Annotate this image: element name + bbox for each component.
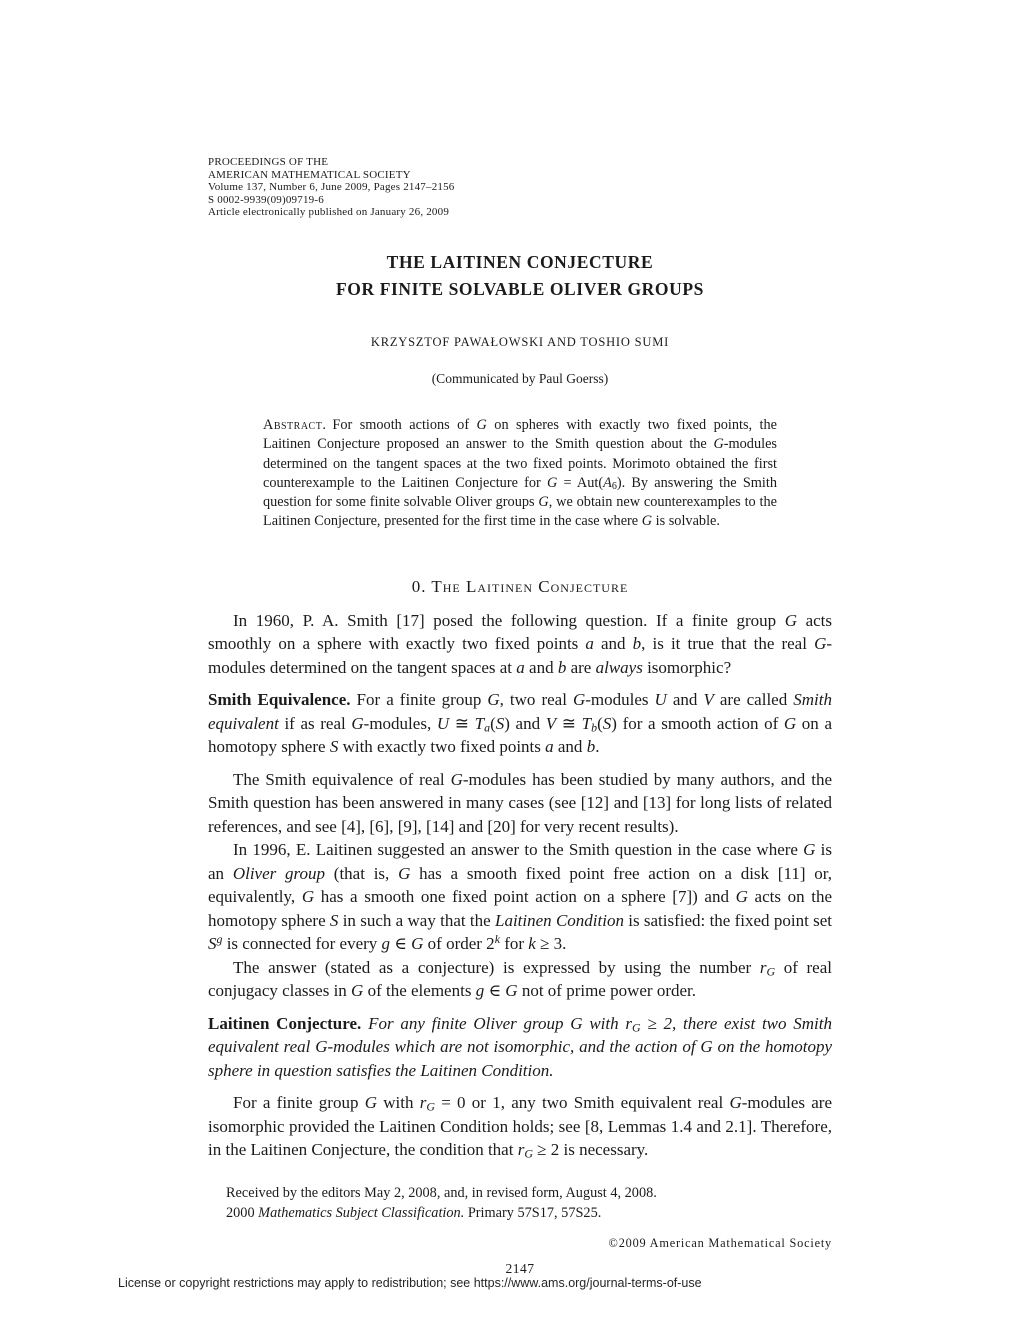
publication-date-line: Article electronically published on January 26, 2009 xyxy=(208,206,450,219)
paragraph-smith-equivalence-studied: The Smith equivalence of real G-modules has been studied by many authors, and the Smith question has been answered in many cases (see [12] and [13] for long lists of related references, and see [4], [6], [9], [14] and [20] for very recent results). xyxy=(208,769,832,836)
paragraph-laitinen-1996: In 1996, E. Laitinen suggested an answer to the Smith question in the case where G is an Oliver group (that is, G has a smooth fixed point free action on a disk [11] or, equivalently, G has a smooth one fixed point action on a sphere [7]) and G acts on the homotopy sphere S in such a way that the Laitinen Condition is satisfied: the fixed point set $S^g$ is connected for every g ∈ G of order 2$^k$ for k ≥ 3. xyxy=(208,840,833,954)
footnotes xyxy=(208,1183,832,1223)
paragraph-laitinen-conjecture: Laitinen Conjecture. For any finite Oliver group G with $r_G \ge 2$, there exist two Smith equivalent real G-modules which are not isomorphic, and the action of G on the homotopy sphere in question satisfies the Laitinen Condition. xyxy=(208,1013,832,1080)
paper-title xyxy=(208,249,832,303)
abstract xyxy=(263,416,777,532)
body-text xyxy=(208,609,832,1162)
license-footer: License or copyright restrictions may apply to redistribution; see https://www.ams.org/journal-terms-of-use xyxy=(118,1276,702,1290)
paper-title-line-1: THE LAITINEN CONJECTURE xyxy=(386,251,654,272)
authors: KRZYSZTOF PAWAŁOWSKI AND TOSHIO SUMI xyxy=(370,334,670,349)
paragraph-answer-conjecture: The answer (stated as a conjecture) is expressed by using the number $r_G$ of real conjugacy classes in G of the elements g ∈ G not of prime power order. xyxy=(208,957,832,1001)
communicated-by: (Communicated by Paul Goerss) xyxy=(431,370,609,386)
abstract-label: Abstract. xyxy=(263,416,327,433)
footnote-received: Received by the editors May 2, 2008, and, in revised form, August 4, 2008. xyxy=(226,1184,657,1201)
footnote-msc: 2000 Mathematics Subject Classification. Primary 57S17, 57S25. xyxy=(226,1204,602,1221)
paragraph-smith-question: In 1960, P. A. Smith [17] posed the following question. If a finite group G acts smoothly on a sphere with exactly two fixed points a and b, is it true that the real G-modules determined on the tangent spaces at a and b are always isomorphic? xyxy=(208,610,833,677)
page-number: 2147 xyxy=(505,1260,535,1276)
journal-header xyxy=(208,156,832,219)
abstract-text: For smooth actions of G on spheres with exactly two fixed points, the Laitinen Conjecture proposed an answer to the Smith question about the G-modules determined on the tangent spaces at the two fixed points. Morimoto obtained the first counterexample to the Laitinen Conjecture for $G = Aut(A_6)$. By answering the Smith question for some finite solvable Oliver groups G, we obtain new counterexamples to the Laitinen Conjecture, presented for the first time in the case where G is solvable. xyxy=(263,416,778,530)
copyright-notice: ©2009 American Mathematical Society xyxy=(608,1235,832,1250)
page-content xyxy=(208,156,832,1277)
paper-title-line-2: FOR FINITE SOLVABLE OLIVER GROUPS xyxy=(336,278,704,299)
journal-name-line-2: AMERICAN MATHEMATICAL SOCIETY xyxy=(208,168,411,181)
volume-issue-line: Volume 137, Number 6, June 2009, Pages 2147–2156 xyxy=(208,181,455,194)
paragraph-necessity: For a finite group G with $r_G = 0$ or 1, any two Smith equivalent real G-modules are isomorphic provided the Laitinen Condition holds; see [8, Lemmas 1.4 and 2.1]. Therefore, in the Laitinen Conjecture, the condition that $r_G \ge 2$ is necessary. xyxy=(208,1093,832,1161)
journal-name-line-1: PROCEEDINGS OF THE xyxy=(208,156,329,168)
paragraph-smith-equivalence: Smith Equivalence. For a finite group G, two real G-modules U and V are called Smith equivalent if as real G-modules, U ≅ $T_a(S)$ and V ≅ $T_b(S)$ for a smooth action of G on a homotopy sphere S with exactly two fixed points a and b. xyxy=(208,690,832,757)
section-heading: 0. The Laitinen Conjecture xyxy=(411,576,629,596)
article-id-line: S 0002-9939(09)09719-6 xyxy=(208,193,324,206)
